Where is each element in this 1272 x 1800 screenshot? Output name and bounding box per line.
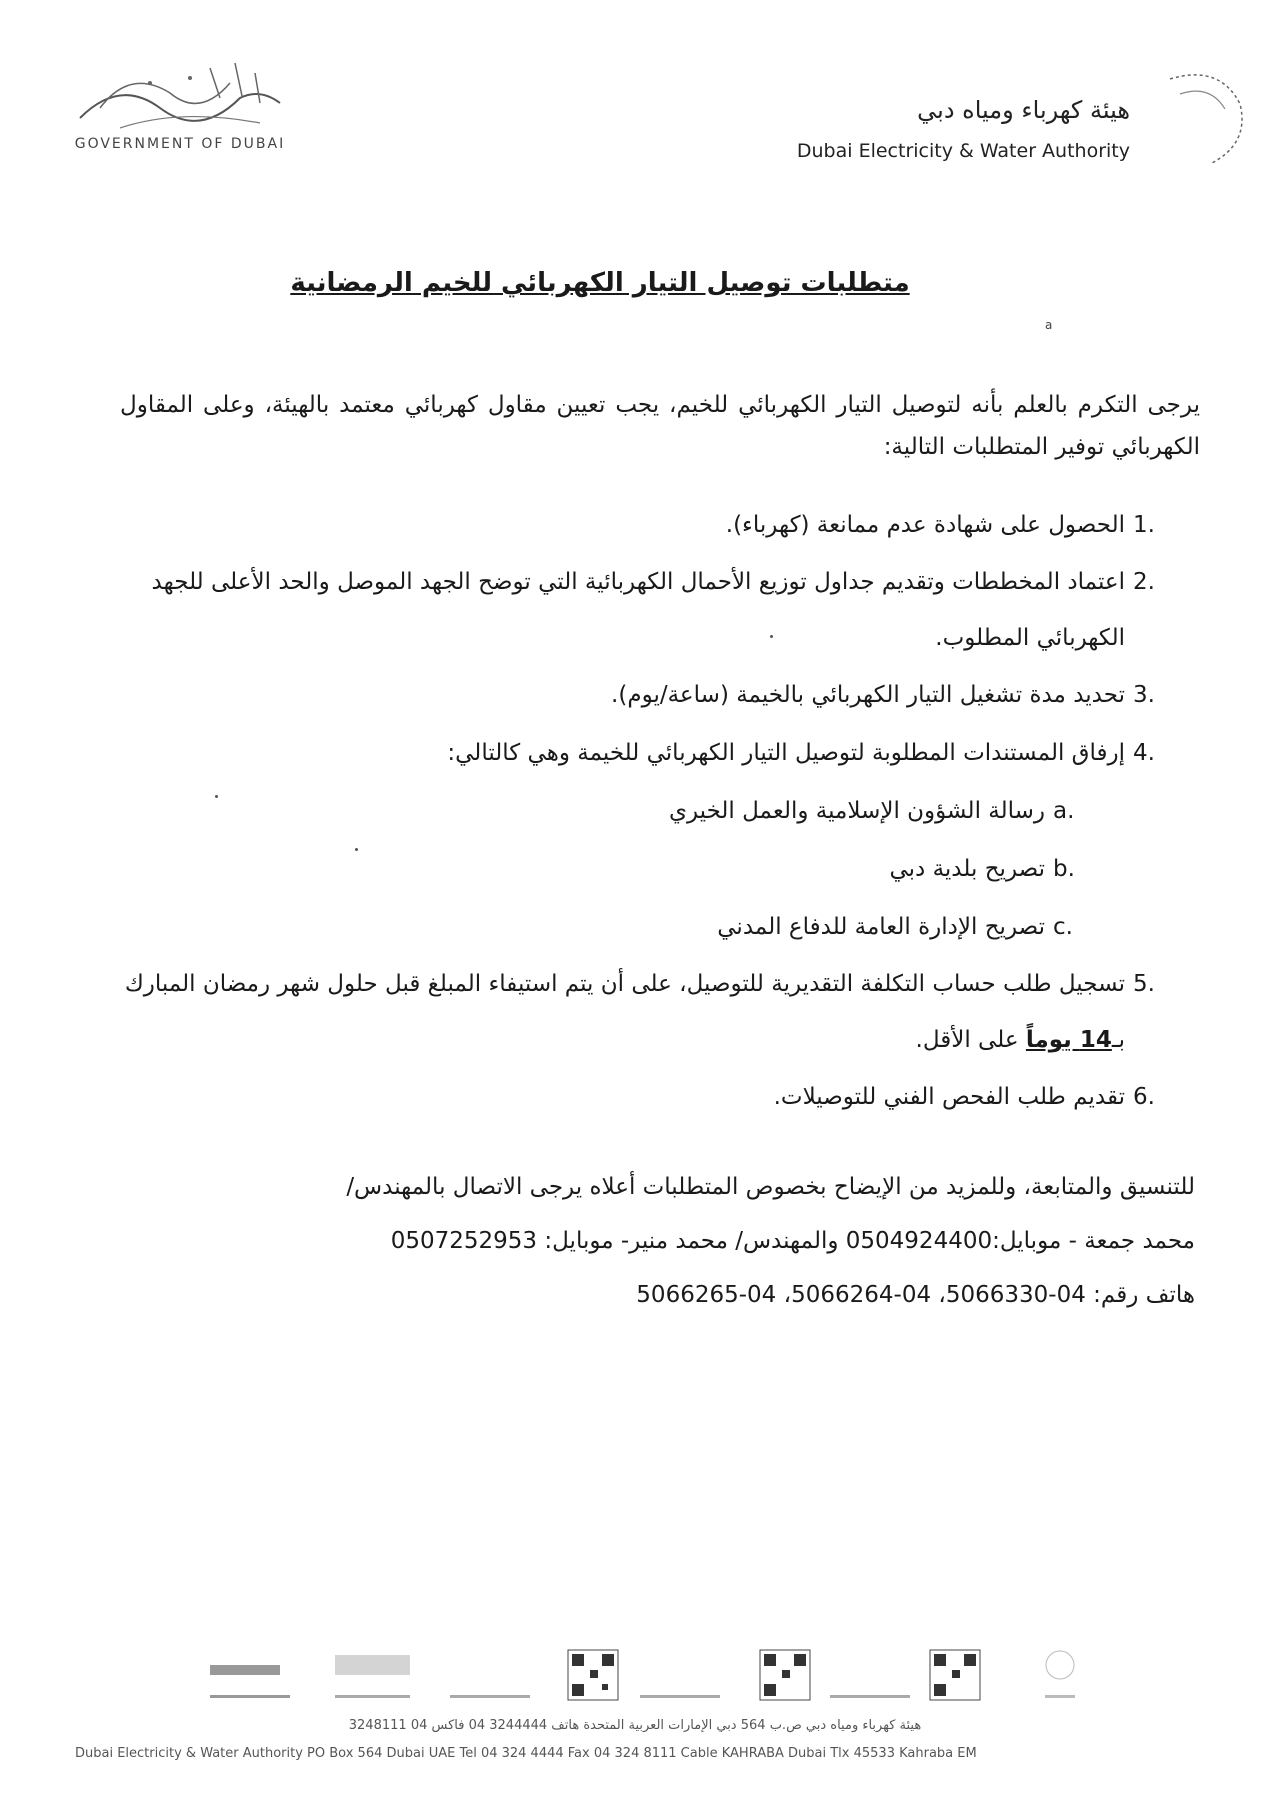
item-text: تسجيل طلب حساب التكلفة التقديرية للتوصيل، على أن يتم استيفاء المبلغ قبل حلول شهر رمضان المبارك (124, 971, 1125, 997)
partner-logo-icon (335, 1655, 410, 1698)
list-item (95, 496, 1195, 554)
dewa-arabic-name: هيئة كهرباء ومياه دبي (917, 96, 1130, 124)
days-emphasis: 14 يوماً (1025, 1027, 1112, 1053)
partner-logo-icon (1045, 1651, 1075, 1698)
stray-mark: a (1045, 318, 1053, 332)
item-text: الحصول على شهادة عدم ممانعة (كهرباء). (725, 512, 1125, 538)
contact-line: للتنسيق والمتابعة، وللمزيد من الإيضاح بخصوص المتطلبات أعلاه يرجى الاتصال بالمهندس/ (346, 1174, 1195, 1200)
sub-item-letter: a. (1053, 798, 1075, 824)
scan-speck (355, 848, 358, 851)
sub-item-text: تصريح بلدية دبي (889, 856, 1045, 882)
sub-item-text: تصريح الإدارة العامة للدفاع المدني (717, 914, 1045, 940)
item-text-suffix: على الأقل. (915, 1027, 1019, 1053)
qr-code-icon (930, 1650, 980, 1700)
government-caption: GOVERNMENT OF DUBAI (74, 136, 286, 152)
partner-logo-icon (210, 1665, 290, 1698)
sub-list-item (95, 782, 1195, 840)
sub-item-letter: c. (1053, 914, 1073, 940)
qr-code-icon (760, 1650, 810, 1700)
requirements-list (95, 496, 1195, 1126)
contact-block (110, 1160, 1195, 1322)
item-text-prefix: بـ (1111, 1027, 1125, 1053)
item-number: 6. (1133, 1084, 1155, 1110)
qr-code-icon (568, 1650, 618, 1700)
document-title: متطلبات توصيل التيار الكهربائي للخيم الرمضانية (290, 268, 910, 298)
contact-line: هاتف رقم: 04-5066330، 04-5066264، 04-5066265 (636, 1282, 1195, 1308)
list-item (95, 956, 1195, 1068)
scan-speck (215, 795, 218, 798)
sub-list-item (95, 898, 1195, 956)
footer-english: Dubai Electricity & Water Authority PO Box 564 Dubai UAE Tel 04 324 4444 Fax 04 324 8111 Cable KAHRABA Dubai Tlx 45533 Kahraba EM (75, 1746, 977, 1761)
list-item (95, 666, 1195, 724)
item-text: إرفاق المستندات المطلوبة لتوصيل التيار الكهربائي للخيمة وهي كالتالي: (447, 740, 1125, 766)
scan-speck (770, 635, 773, 638)
dewa-english-name: Dubai Electricity & Water Authority (796, 140, 1130, 162)
item-number: 1. (1133, 512, 1155, 538)
item-number: 4. (1133, 740, 1155, 766)
dewa-emblem-icon (1150, 64, 1250, 174)
item-number: 3. (1133, 682, 1155, 708)
item-number: 2. (1133, 569, 1155, 595)
sub-item-text: رسالة الشؤون الإسلامية والعمل الخيري (668, 798, 1045, 824)
contact-line: محمد جمعة - موبايل:0504924400 والمهندس/ محمد منير- موبايل: 0507252953 (390, 1228, 1195, 1254)
item-number: 5. (1133, 971, 1155, 997)
sub-item-letter: b. (1053, 856, 1075, 882)
item-text: تحديد مدة تشغيل التيار الكهربائي بالخيمة (ساعة/يوم). (611, 682, 1125, 708)
item-text: تقديم طلب الفحص الفني للتوصيلات. (773, 1084, 1125, 1110)
list-item (95, 1068, 1195, 1126)
footer-arabic: هيئة كهرباء ومياه دبي ص.ب 564 دبي الإمارات العربية المتحدة هاتف 3244444 04 فاكس 04 3248111 (348, 1718, 922, 1733)
item-text: اعتماد المخططات وتقديم جداول توزيع الأحمال الكهربائية التي توضح الجهد الموصل والحد الأعلى للجهد الكهربائي المطلوب. (151, 569, 1125, 651)
sub-list-item (95, 840, 1195, 898)
list-item (95, 554, 1195, 666)
list-item (95, 724, 1195, 782)
footer-logos (200, 1640, 1120, 1720)
intro-paragraph: يرجى التكرم بالعلم بأنه لتوصيل التيار الكهربائي للخيم، يجب تعيين مقاول كهربائي معتمد بالهيئة، وعلى المقاول الكهربائي توفير المتطلبات التالية: (120, 392, 1200, 460)
